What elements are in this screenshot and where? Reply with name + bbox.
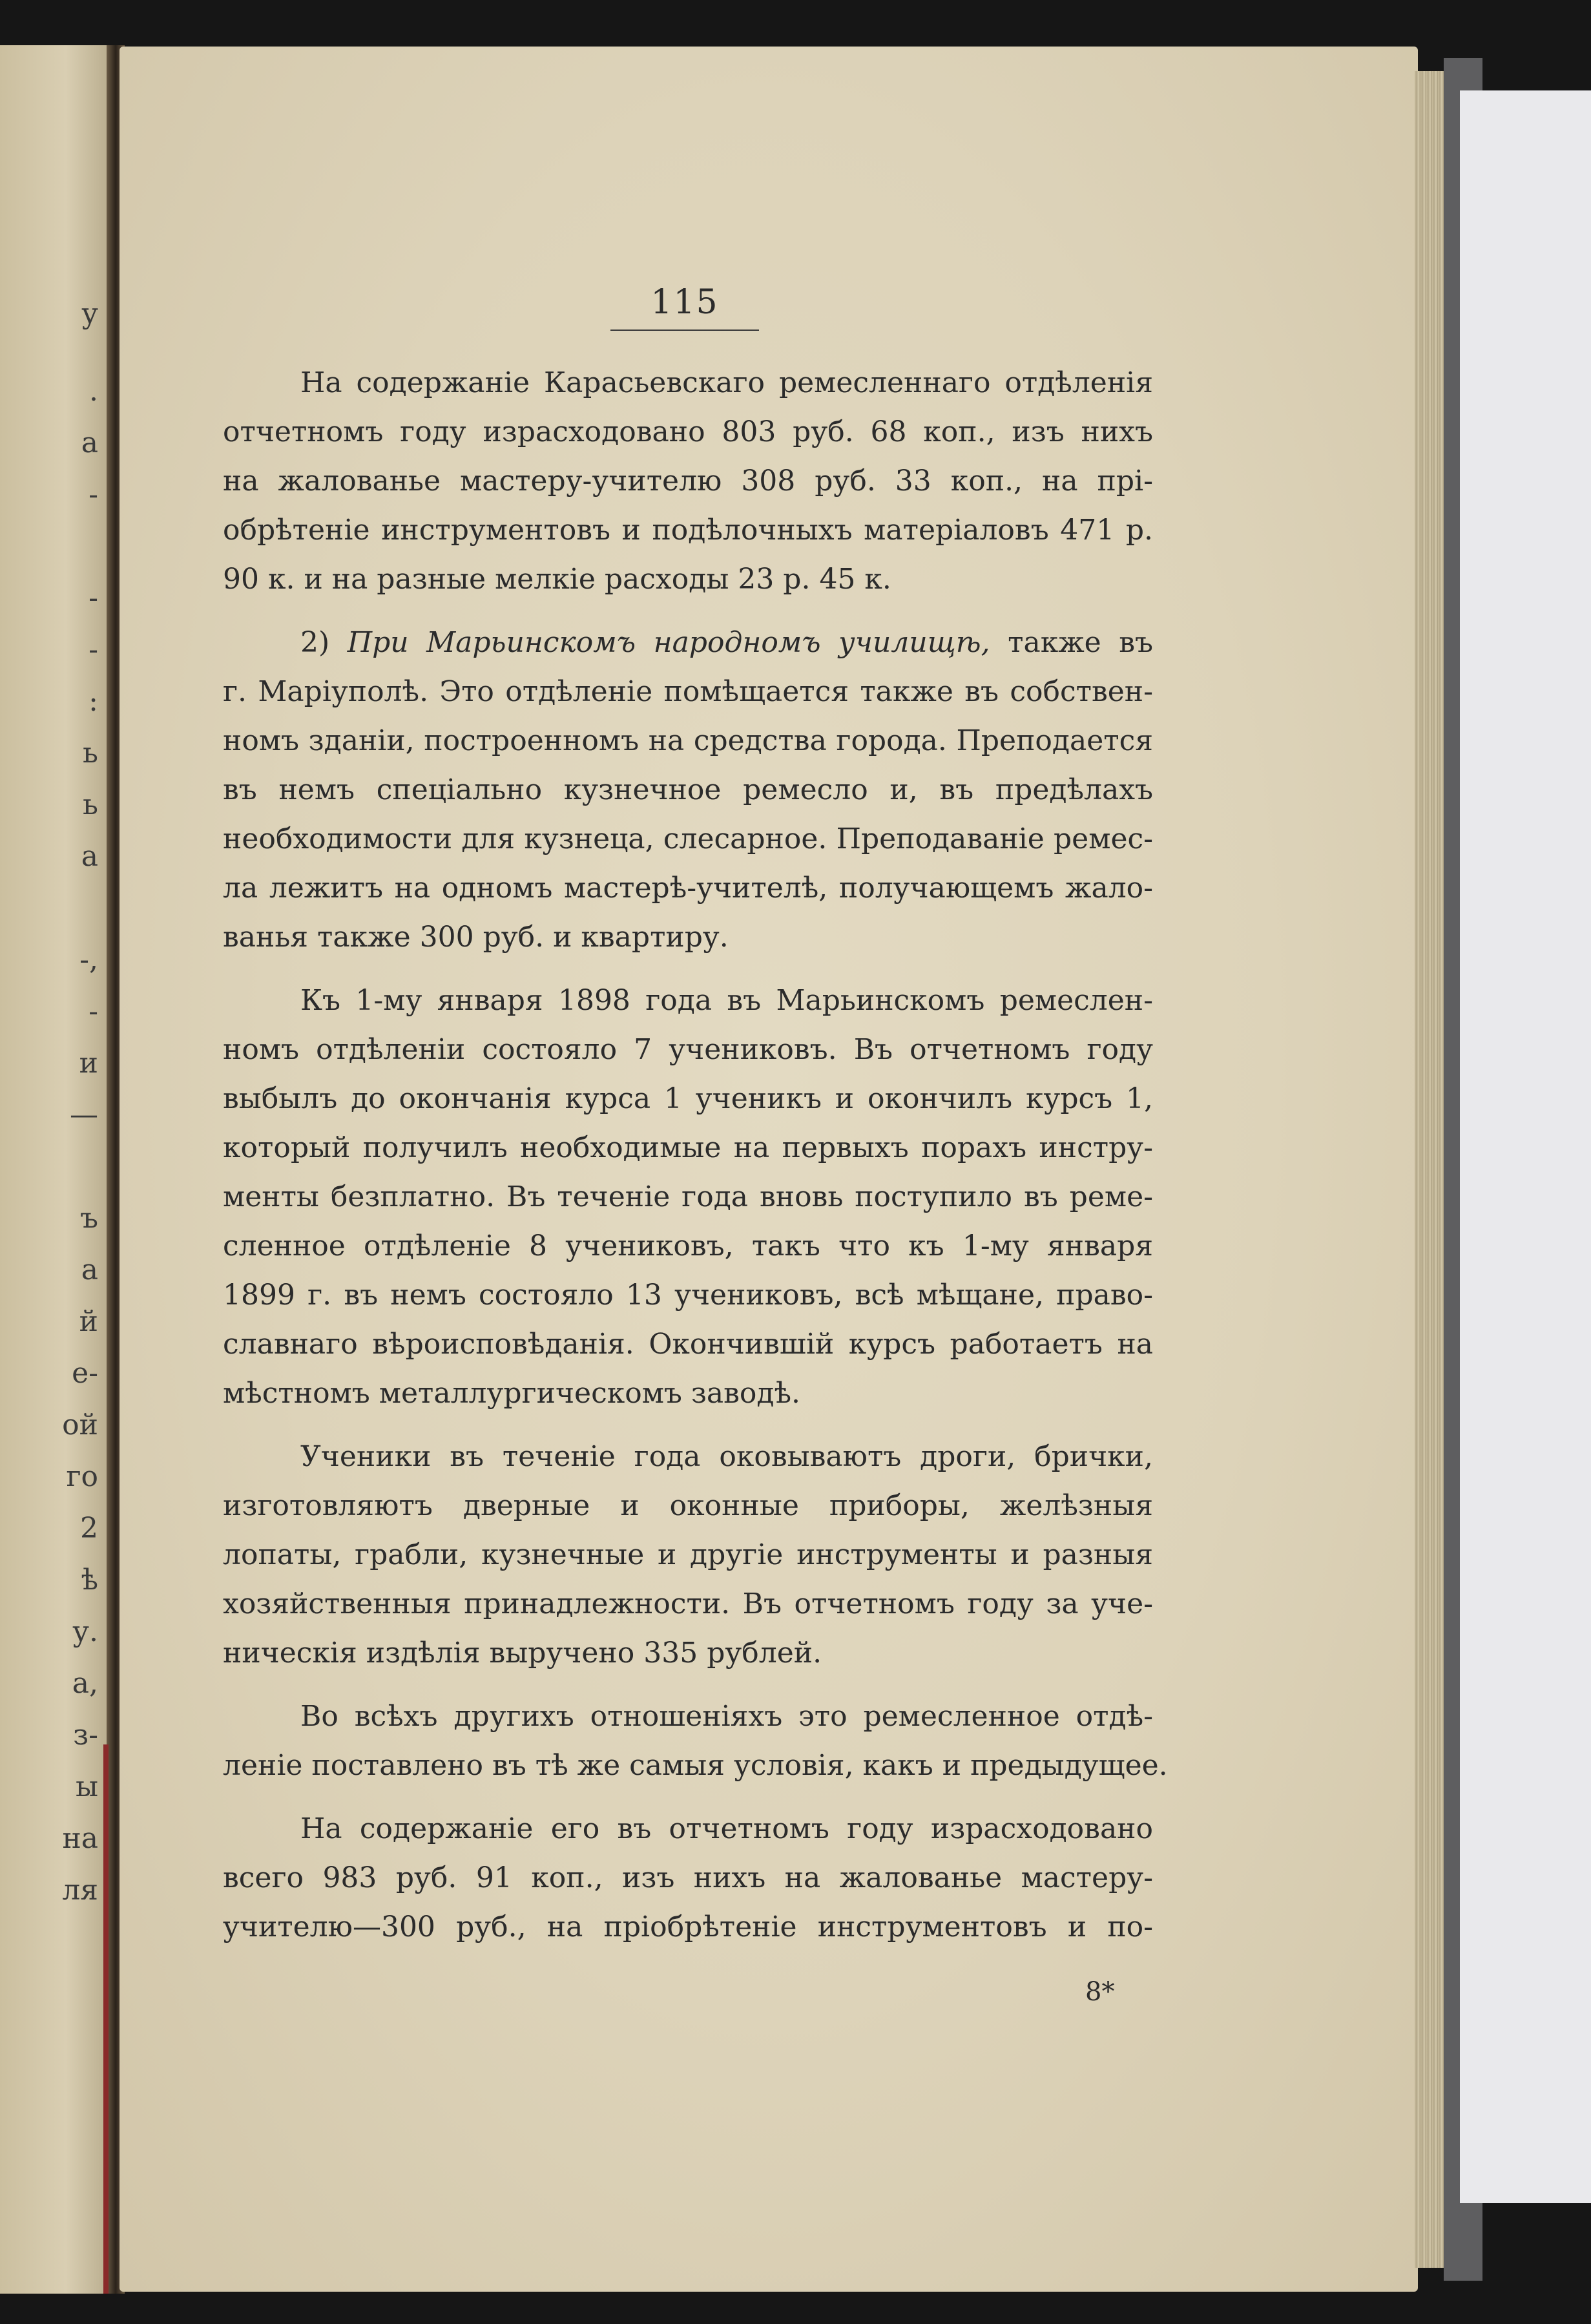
text-line: сленное отдѣленіе 8 учениковъ, такъ что къ 1-му января — [223, 1230, 1153, 1262]
previous-page-text-fragment: ля — [62, 1874, 98, 1907]
previous-page-text-fragment: го — [66, 1460, 98, 1493]
text-line: леніе поставлено въ тѣ же самыя условія, какъ и предыдущее. — [223, 1749, 1168, 1782]
previous-page-text-fragment: ь — [83, 788, 98, 821]
previous-page-text-fragment: ы — [75, 1770, 98, 1803]
previous-page-text-fragment: 2 — [80, 1512, 98, 1545]
previous-page-text-fragment: ѣ — [81, 1564, 98, 1596]
previous-page-text-fragment: е- — [72, 1357, 98, 1390]
paragraph-gap — [223, 604, 1153, 618]
text-line: На содержаніе его въ отчетномъ году израсходовано — [300, 1812, 1153, 1845]
previous-page-text-fragment: . — [89, 375, 98, 408]
previous-page-text-fragment: - — [88, 995, 98, 1028]
page-body-text — [223, 359, 1168, 1952]
paragraph-gap — [223, 1678, 1153, 1692]
text-line: номъ отдѣленіи состояло 7 учениковъ. Въ отчетномъ году — [223, 1033, 1153, 1066]
text-line: 90 к. и на разные мелкіе расходы 23 р. 45 к. — [223, 563, 891, 596]
text-line: ническія издѣлія выручено 335 рублей. — [223, 1637, 822, 1670]
previous-page-text-fragment: : — [88, 685, 98, 718]
previous-page-text-fragment: з- — [73, 1719, 98, 1752]
previous-page-text-fragment: й — [79, 1305, 98, 1338]
text-line-segment: 2) — [300, 626, 348, 659]
previous-page-text-fragment: а — [81, 426, 98, 459]
page-number-rule — [610, 330, 759, 331]
text-line: учителю—300 руб., на пріобрѣтеніе инструментовъ и по- — [223, 1910, 1153, 1943]
previous-page-text-fragment: а — [81, 1253, 98, 1286]
paragraph-gap — [223, 962, 1153, 976]
text-line: 1899 г. въ немъ состояло 13 учениковъ, всѣ мѣщане, право- — [223, 1279, 1153, 1312]
text-line: Во всѣхъ другихъ отношеніяхъ это ремесленное отдѣ- — [300, 1700, 1153, 1733]
previous-page-text-fragment: а — [81, 840, 98, 873]
previous-page-text-fragment: у. — [72, 1615, 98, 1648]
text-line: обрѣтеніе инструментовъ и подѣлочныхъ матеріаловъ 471 р. — [223, 514, 1153, 547]
previous-page-text-fragment: у — [81, 297, 98, 330]
text-line: хозяйственныя принадлежности. Въ отчетномъ году за уче- — [223, 1587, 1153, 1620]
paragraph-gap — [223, 1418, 1153, 1432]
text-line: необходимости для кузнеца, слесарное. Преподаваніе ремес- — [223, 822, 1153, 855]
text-line: славнаго вѣроисповѣданія. Окончившій курсъ работаетъ на — [223, 1328, 1153, 1361]
text-line: всего 983 руб. 91 коп., изъ нихъ на жалованье мастеру- — [223, 1861, 1153, 1894]
previous-page-text-fragment: — — [70, 1098, 98, 1131]
text-line: отчетномъ году израсходовано 803 руб. 68 коп., изъ нихъ — [223, 415, 1153, 448]
page-block-edges — [1415, 71, 1447, 2268]
text-line: мѣстномъ металлургическомъ заводѣ. — [223, 1377, 801, 1410]
previous-page-edge — [0, 45, 110, 2294]
previous-page-text-fragment: - — [88, 633, 98, 666]
text-line: на жалованье мастеру-учителю 308 руб. 33 коп., на прі- — [223, 465, 1153, 497]
text-line: Къ 1-му января 1898 года въ Марьинскомъ ремеслен- — [300, 984, 1153, 1017]
previous-page-text-fragment: ъ — [80, 1202, 98, 1235]
previous-page-text-fragment: - — [88, 478, 98, 511]
gutter-ribbon — [103, 1744, 109, 2294]
previous-page-text-fragment: и — [79, 1047, 98, 1080]
text-line: который получилъ необходимые на первыхъ порахъ инстру- — [223, 1131, 1153, 1164]
signature-mark: 8* — [1085, 1977, 1115, 2007]
paragraph-gap — [223, 1790, 1153, 1805]
previous-page-text-fragment: а, — [72, 1667, 98, 1700]
text-line: изготовляютъ дверные и оконные приборы, желѣзныя — [223, 1489, 1153, 1522]
text-line: ла лежитъ на одномъ мастерѣ-учителѣ, получающемъ жало- — [223, 872, 1153, 905]
previous-page-text-fragment: - — [88, 581, 98, 614]
text-line: въ немъ спеціально кузнечное ремесло и, въ предѣлахъ — [223, 773, 1153, 806]
school-name-italic: При Марьинскомъ народномъ училищѣ, — [347, 626, 990, 659]
text-line-segment: также въ — [990, 626, 1153, 659]
text-line: выбылъ до окончанія курса 1 ученикъ и окончилъ курсъ 1, — [223, 1082, 1153, 1115]
text-line: номъ зданіи, построенномъ на средства города. Преподается — [223, 724, 1153, 757]
text-line — [223, 618, 1153, 667]
text-line: ванья также 300 руб. и квартиру. — [223, 921, 729, 954]
previous-page-text-fragment: ой — [62, 1408, 98, 1441]
text-line: Ученики въ теченіе года оковываютъ дроги, брички, — [300, 1440, 1153, 1473]
text-line: На содержаніе Карасьевскаго ремесленнаго отдѣленія — [300, 366, 1153, 399]
background-card — [1460, 90, 1591, 2203]
text-line: г. Маріуполѣ. Это отдѣленіе помѣщается также въ собствен- — [223, 675, 1153, 708]
text-line: лопаты, грабли, кузнечные и другіе инструменты и разныя — [223, 1538, 1153, 1571]
previous-page-text-fragment: -, — [79, 943, 98, 976]
text-line: менты безплатно. Въ теченіе года вновь поступило въ реме- — [223, 1180, 1153, 1213]
previous-page-text-fragment: ь — [83, 737, 98, 769]
previous-page-text-fragment: на — [62, 1822, 98, 1855]
page-number: 115 — [650, 283, 719, 322]
